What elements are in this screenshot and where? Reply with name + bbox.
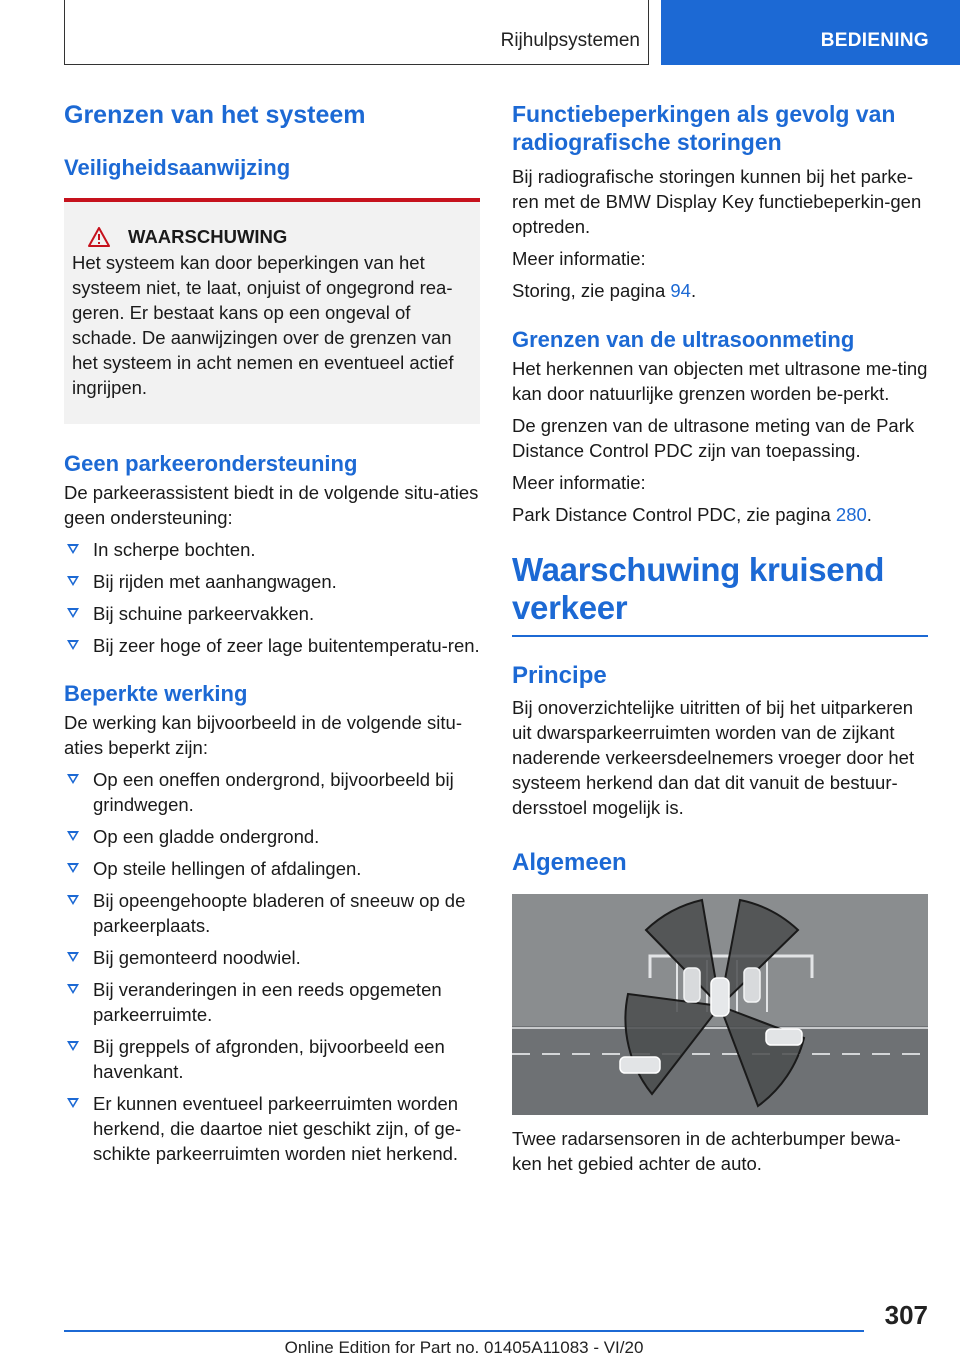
safety-heading: Veiligheidsaanwijzing bbox=[64, 155, 291, 180]
bullet-triangle-icon bbox=[67, 774, 79, 784]
page-link-94[interactable]: 94 bbox=[670, 280, 691, 301]
radio-reference: Storing, zie pagina 94. bbox=[512, 280, 697, 301]
bullet-triangle-icon bbox=[67, 1098, 79, 1108]
no-support-list bbox=[64, 537, 480, 658]
bullet-triangle-icon bbox=[67, 831, 79, 841]
bullet-triangle-icon bbox=[67, 984, 79, 994]
list-item: Bij opeengehoopte bladeren of sneeuw op de parkeerplaats. bbox=[64, 888, 480, 938]
left-column bbox=[64, 100, 480, 1166]
cross-traffic-title: Waarschuwing kruisend verkeer bbox=[512, 551, 885, 626]
no-support-intro: De parkeerassistent biedt in de volgende situ-aties geen ondersteuning: bbox=[64, 482, 479, 528]
list-item: Bij greppels of afgronden, bijvoorbeeld een havenkant. bbox=[64, 1034, 480, 1084]
warning-text: Het systeem kan door beperkingen van het systeem niet, te laat, onjuist of ongegrond rea-geren. Er bestaat kans op een ongeval of schade. De aanwijzingen over de grenzen van het systeem in acht nemen en eventueel actief ingrijpen. bbox=[72, 252, 454, 398]
illustration-caption: Twee radarsensoren in de achterbumper bewa-ken het gebied achter de auto. bbox=[512, 1128, 901, 1174]
bullet-triangle-icon bbox=[67, 608, 79, 618]
warning-box bbox=[64, 198, 480, 424]
no-support-heading: Geen parkeerondersteuning bbox=[64, 451, 358, 476]
footer-divider bbox=[64, 1330, 864, 1332]
warning-triangle-icon bbox=[88, 227, 110, 247]
radio-heading: Functiebeperkingen als gevolg van radiografische storingen bbox=[512, 101, 896, 155]
bullet-triangle-icon bbox=[67, 895, 79, 905]
bullet-triangle-icon bbox=[67, 952, 79, 962]
principle-heading: Principe bbox=[512, 662, 607, 689]
page-link-280[interactable]: 280 bbox=[835, 504, 867, 525]
chapter-title: BEDIENING bbox=[820, 30, 929, 51]
list-item: Bij zeer hoge of zeer lage buitentemperatu-ren. bbox=[64, 633, 480, 658]
bullet-triangle-icon bbox=[67, 863, 79, 873]
general-heading: Algemeen bbox=[512, 849, 627, 876]
warning-title: WAARSCHUWING bbox=[128, 226, 288, 247]
radar-illustration bbox=[512, 894, 928, 1115]
radio-text: Bij radiografische storingen kunnen bij het parke-ren met de BMW Display Key functiebeperkin-gen optreden. bbox=[512, 166, 922, 237]
ultrasonic-reference: Park Distance Control PDC, zie pagina 280. bbox=[512, 504, 872, 525]
list-item: Bij veranderingen in een reeds opgemeten parkeerruimte. bbox=[64, 977, 480, 1027]
limited-intro: De werking kan bijvoorbeeld in de volgende situ-aties beperkt zijn: bbox=[64, 712, 462, 758]
section-divider bbox=[512, 635, 928, 637]
right-column bbox=[512, 100, 928, 1176]
ultrasonic-text-1: Het herkennen van objecten met ultrasone me-ting kan door natuurlijke grenzen worden be-perkt. bbox=[512, 358, 928, 404]
list-item: In scherpe bochten. bbox=[64, 537, 480, 562]
list-item: Bij schuine parkeervakken. bbox=[64, 601, 480, 626]
bullet-triangle-icon bbox=[67, 640, 79, 650]
ultrasonic-more: Meer informatie: bbox=[512, 472, 646, 493]
page-number: 307 bbox=[884, 1300, 928, 1330]
list-item: Op een gladde ondergrond. bbox=[64, 824, 480, 849]
bullet-triangle-icon bbox=[67, 1041, 79, 1051]
limited-list bbox=[64, 767, 480, 1166]
warning-title-row bbox=[72, 224, 470, 249]
principle-text: Bij onoverzichtelijke uitritten of bij het uitparkeren uit dwarsparkeerruimten worden van de zijkant naderende verkeersdeelnemers vroeger door het systeem herkend dan dat dit vanuit de bestuur-dersstoel mogelijk is. bbox=[512, 697, 915, 818]
limited-heading: Beperkte werking bbox=[64, 681, 248, 706]
ultrasonic-heading: Grenzen van de ultrasoonmeting bbox=[512, 327, 855, 352]
bullet-triangle-icon bbox=[67, 576, 79, 586]
page-title: Grenzen van het systeem bbox=[64, 101, 366, 129]
list-item: Er kunnen eventueel parkeerruimten worden herkend, die daartoe niet geschikt zijn, of ge-schikte parkeerruimten worden niet herkend. bbox=[64, 1091, 480, 1166]
section-title: Rijhulpsystemen bbox=[500, 30, 640, 51]
list-item: Bij rijden met aanhangwagen. bbox=[64, 569, 480, 594]
bullet-triangle-icon bbox=[67, 544, 79, 554]
ultrasonic-text-2: De grenzen van de ultrasone meting van de Park Distance Control PDC zijn van toepassing. bbox=[512, 415, 915, 461]
list-item: Op steile hellingen of afdalingen. bbox=[64, 856, 480, 881]
list-item: Op een oneffen ondergrond, bijvoorbeeld bij grindwegen. bbox=[64, 767, 480, 817]
list-item: Bij gemonteerd noodwiel. bbox=[64, 945, 480, 970]
chapter-tab bbox=[661, 0, 960, 65]
radio-more: Meer informatie: bbox=[512, 248, 646, 269]
edition-text: Online Edition for Part no. 01405A11083 - VI/20 bbox=[284, 1338, 644, 1357]
